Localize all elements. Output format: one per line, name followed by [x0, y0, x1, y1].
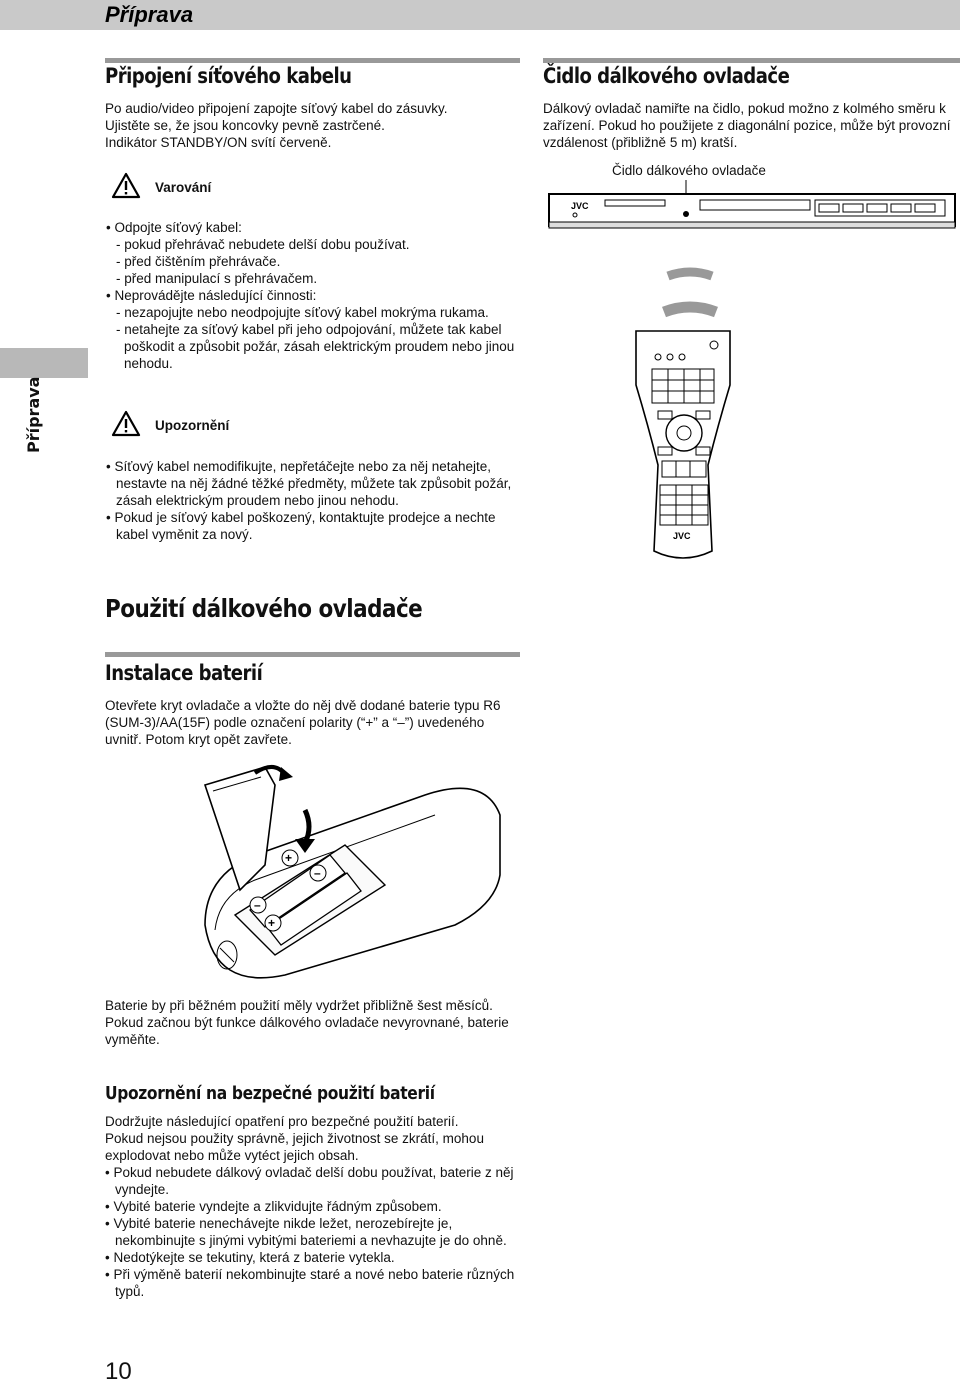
- batteries-after-line: Baterie by při běžném použití měly vydržet přibližně šest měsíců.: [105, 998, 493, 1013]
- intro-line: Indikátor STANDBY/ON svítí červeně.: [105, 135, 332, 150]
- svg-text:JVC: JVC: [571, 201, 589, 211]
- batteries-text: Otevřete kryt ovladače a vložte do něj dvě dodané baterie typu R6 (SUM-3)/AA(15F) podle označení polarity (“+” a “–”) uvedeného uvnitř. Potom kryt opět zavřete.: [105, 698, 501, 747]
- batteries-after: [105, 997, 520, 1048]
- warning-list: [106, 219, 526, 372]
- side-tab-label-wrap: [24, 376, 44, 453]
- page-number: 10: [105, 1358, 132, 1385]
- warning-label: Varování: [155, 180, 212, 195]
- safety-intro-line: Pokud nejsou použity správně, jejich životnost se zkrátí, mohou explodovat nebo může vytéct jejich obsah.: [105, 1131, 484, 1163]
- safety-item: • Při výměně baterií nekombinujte staré a nové nebo baterie různých typů.: [105, 1267, 515, 1299]
- power-cable-intro: [105, 100, 520, 151]
- svg-text:+: +: [285, 851, 293, 865]
- safety-item: • Nedotýkejte se tekutiny, která z baterie vytekla.: [105, 1250, 395, 1265]
- caution-icon: [111, 410, 141, 437]
- side-tab-label: Příprava: [24, 376, 43, 453]
- signal-arcs: [650, 262, 730, 332]
- remote-control-illustration: [628, 325, 738, 565]
- safety-intro-line: Dodržujte následující opatření pro bezpečné použití baterií.: [105, 1114, 459, 1129]
- intro-line: Po audio/video připojení zapojte síťový kabel do zásuvky.: [105, 101, 448, 116]
- battery-installation-illustration: [195, 755, 505, 990]
- safety-item: • Vybité baterie nenechávejte nikde ležet, nerozebírejte je, nekombinujte s jinými vybitými bateriemi a nevhazujte je do ohně.: [105, 1216, 507, 1248]
- caution-item: • Síťový kabel nemodifikujte, nepřetáčejte nebo za něj netahejte, nestavte na něj žádné těžké předměty, můžete tak způsobit požár, zásah elektrickým proudem nebo jinou nehodu.: [106, 459, 512, 508]
- safety-item: • Pokud nebudete dálkový ovladač delší dobu používat, baterie z něj vyndejte.: [105, 1165, 514, 1197]
- dvd-player-illustration: [545, 180, 960, 240]
- intro-line: Ujistěte se, že jsou koncovky pevně zastrčené.: [105, 118, 385, 133]
- section-rule: [105, 58, 520, 63]
- warning-item: - před manipulací s přehrávačem.: [116, 271, 318, 286]
- batteries-heading: Instalace baterií: [105, 661, 263, 685]
- warning-item: - nezapojujte nebo neodpojujte síťový kabel mokrýma rukama.: [116, 305, 489, 320]
- safety-item: • Vybité baterie vyndejte a zlikvidujte řádným způsobem.: [105, 1199, 442, 1214]
- section-rule: [543, 58, 960, 63]
- remote-use-heading: Použití dálkového ovladače: [105, 594, 423, 623]
- warning-item: • Odpojte síťový kabel:: [106, 220, 242, 235]
- sensor-caption: Čidlo dálkového ovladače: [612, 163, 766, 178]
- svg-text:+: +: [268, 916, 276, 930]
- side-tab: [0, 348, 88, 378]
- battery-safety-heading: Upozornění na bezpečné použití baterií: [105, 1083, 435, 1104]
- caution-label: Upozornění: [155, 418, 230, 433]
- warning-item: • Neprovádějte následující činnosti:: [106, 288, 317, 303]
- remote-brand-label: JVC: [673, 531, 691, 541]
- warning-item: - pokud přehrávač nebudete delší dobu používat.: [116, 237, 410, 252]
- sensor-heading: Čidlo dálkového ovladače: [543, 64, 790, 88]
- sensor-text: Dálkový ovladač namiřte na čidlo, pokud možno z kolmého směru k zařízení. Pokud ho použijete z diagonální pozice, může být provozní vzdálenost (přibližně 5 m) kratší.: [543, 101, 951, 150]
- power-cable-heading: Připojení síťového kabelu: [105, 64, 352, 88]
- caution-item: • Pokud je síťový kabel poškozený, kontaktujte prodejce a nechte kabel vyměnit za nový.: [106, 510, 496, 542]
- warning-item: - před čištěním přehrávače.: [116, 254, 281, 269]
- warning-icon: [111, 172, 141, 199]
- svg-text:–: –: [254, 898, 261, 912]
- caution-list: [106, 458, 518, 543]
- svg-text:–: –: [314, 866, 321, 880]
- page-header-title: Příprava: [105, 2, 194, 27]
- batteries-after-line: Pokud začnou být funkce dálkového ovladače nevyrovnané, baterie vyměňte.: [105, 1015, 509, 1047]
- battery-safety-text: [105, 1113, 525, 1300]
- warning-item: - netahejte za síťový kabel při jeho odpojování, můžete tak kabel poškodit a způsobit požár, zásah elektrickým proudem nebo jinou nehodu.: [116, 322, 515, 371]
- section-rule: [105, 652, 520, 657]
